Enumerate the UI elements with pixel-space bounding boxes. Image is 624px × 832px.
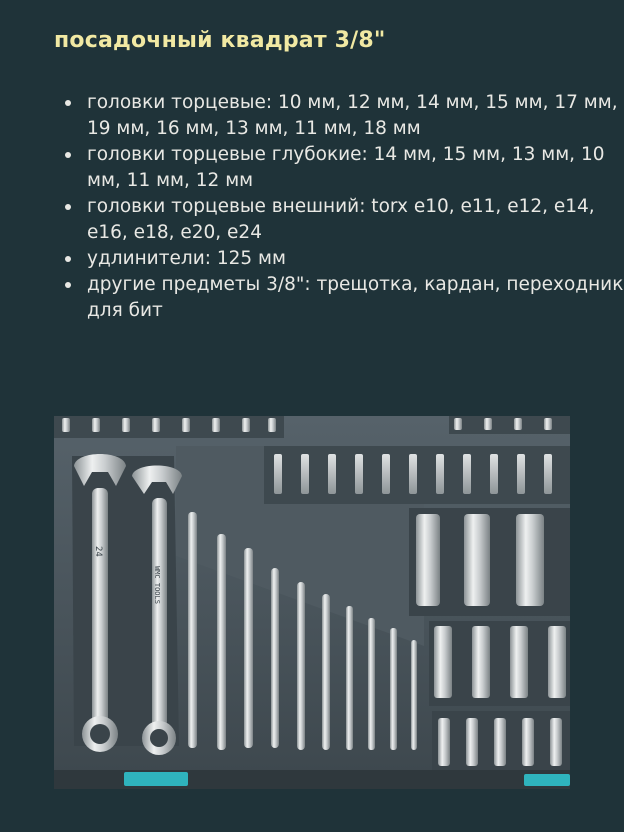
latch <box>124 772 188 786</box>
list-item: головки торцевые внешний: torx e10, e11, e12, e14, e16, e18, e20, e24 <box>87 194 624 246</box>
deep-socket-row <box>409 508 570 616</box>
list-item: удлинители: 125 мм <box>87 246 624 272</box>
latch <box>524 774 570 786</box>
svg-text:WMC TOOLS: WMC TOOLS <box>153 566 161 604</box>
svg-text:24: 24 <box>93 546 103 557</box>
page-title: посадочный квадрат 3/8" <box>54 28 386 53</box>
list-item: другие предметы 3/8": трещотка, кардан, переходник для бит <box>87 272 624 324</box>
socket-row <box>429 621 570 706</box>
spec-list <box>64 90 624 324</box>
bit-row <box>264 446 570 504</box>
list-item: головки торцевые глубокие: 14 мм, 15 мм, 13 мм, 10 мм, 11 мм, 12 мм <box>87 142 624 194</box>
list-item: головки торцевые: 10 мм, 12 мм, 14 мм, 15 мм, 17 мм, 19 мм, 16 мм, 13 мм, 11 мм, 18 мм <box>87 90 624 142</box>
tool-set-photo <box>54 416 570 789</box>
torx-socket-row <box>432 711 570 771</box>
